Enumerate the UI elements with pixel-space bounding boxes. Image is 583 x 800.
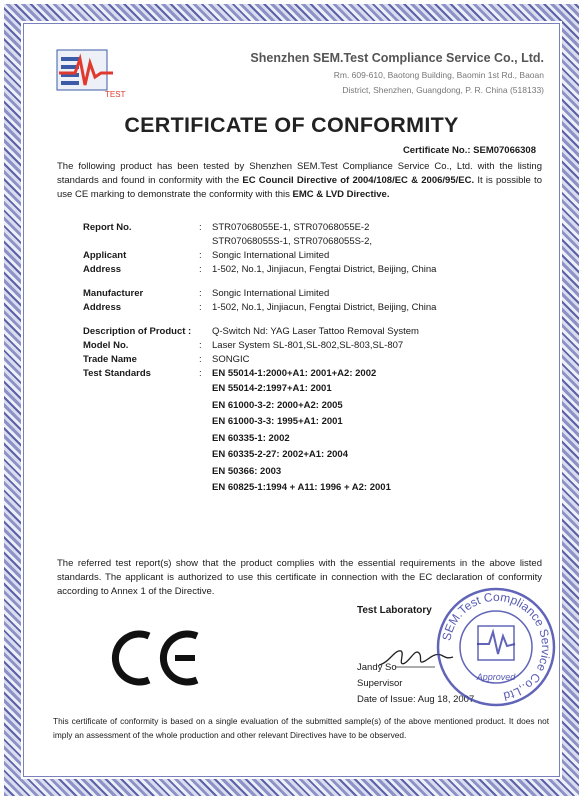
company-name: Shenzhen SEM.Test Compliance Service Co., Ltd. (250, 51, 544, 65)
colon: : (199, 340, 202, 351)
seal-ring-text: SEM.Test Compliance Service Co.,Ltd (439, 589, 554, 704)
description-row (83, 325, 553, 339)
applicant-address-label: Address (83, 264, 122, 275)
manufacturer-address-value: 1-502, No.1, Jinjiacun, Fengtai District, Beijing, China (212, 302, 437, 313)
colon: : (199, 288, 202, 299)
issue-date: Date of Issue: Aug 18, 2007 (357, 694, 475, 705)
intro-text-2: It is possible to use CE marking to demonstrate the conformity with this (57, 175, 542, 200)
colon: : (199, 222, 202, 233)
colon: : (199, 354, 202, 365)
manufacturer-value: Songic International Limited (212, 288, 330, 299)
applicant-address-value: 1-502, No.1, Jinjiacun, Fengtai District, Beijing, China (212, 264, 437, 275)
applicant-address-row (83, 263, 553, 277)
description-label: Description of Product : (83, 326, 192, 337)
certificate-title: CERTIFICATE OF CONFORMITY (124, 113, 459, 137)
report-no-row (83, 221, 553, 235)
intro-paragraph (57, 160, 542, 202)
report-no-value: STR07068055E-1, STR07068055E-2 (212, 222, 370, 233)
applicant-value: Songic International Limited (212, 250, 330, 261)
logo-text: TEST (105, 90, 126, 99)
certificate-content (21, 21, 562, 779)
colon: : (199, 250, 202, 261)
company-seal-stamp (433, 584, 559, 710)
certificate-number: Certificate No.: SEM07066308 (402, 145, 536, 156)
intro-directive: EC Council Directive of 2004/108/EC & 2006/95/EC. (242, 175, 475, 186)
company-logo (55, 47, 139, 101)
company-address-line1: Rm. 609-610, Baotong Building, Baomin 1st Rd., Baoan (333, 70, 544, 80)
standard-item: EN 50366: 2003 (212, 465, 282, 477)
standard-item: EN 61000-3-2: 2000+A2: 2005 (212, 399, 343, 411)
manufacturer-label: Manufacturer (83, 288, 144, 299)
signer-name: Jandy So (357, 662, 397, 673)
standard-item: EN 60335-2-27: 2002+A1: 2004 (212, 449, 348, 460)
colon: : (199, 302, 202, 313)
signer-position: Supervisor (357, 678, 403, 689)
disclaimer-paragraph: This certificate of conformity is based on a single evaluation of the submitted sample(s) of the above mentioned product. It does not imply an assessment of the whole production and other relevant Directives have to be observed. (53, 716, 549, 740)
manufacturer-row (83, 287, 553, 301)
company-block (250, 51, 544, 98)
intro-text-1: The following product has been tested by Shenzhen SEM.Test Compliance Service Co., Ltd. with the listing standards and found in conformity with the (57, 161, 542, 186)
model-value: Laser System SL-801,SL-802,SL-803,SL-807 (212, 340, 404, 351)
standard-item: EN 55014-2:1997+A1: 2001 (212, 383, 332, 394)
standard-item: EN 61000-3-3: 1995+A1: 2001 (212, 416, 343, 427)
trade-name-row (83, 353, 553, 367)
company-address-line2: District, Shenzhen, Guangdong, P. R. China (518133) (342, 85, 544, 95)
standards-label: Test Standards (83, 368, 151, 379)
product-fields (83, 221, 553, 497)
colon: : (199, 264, 202, 275)
ce-mark-icon (109, 626, 205, 690)
manufacturer-address-label: Address (83, 302, 122, 313)
standard-item: EN 60825-1:1994 + A11: 1996 + A2: 2001 (212, 482, 391, 493)
colon: : (199, 368, 202, 379)
model-label: Model No. (83, 340, 129, 351)
report-no-label: Report No. (83, 222, 132, 233)
standard-item: EN 60335-1: 2002 (212, 432, 290, 444)
applicant-row (83, 249, 553, 263)
lab-title: Test Laboratory (357, 605, 432, 616)
standard-item: EN 55014-1:2000+A1: 2001+A2: 2002 (212, 368, 377, 379)
model-row (83, 339, 553, 353)
standards-row (83, 367, 553, 381)
trade-name-value: SONGIC (212, 354, 250, 365)
report-no-row-2 (83, 235, 553, 249)
trade-name-label: Trade Name (83, 354, 137, 365)
intro-emc: EMC & LVD Directive. (292, 189, 390, 200)
conclusion-paragraph: The referred test report(s) show that the product complies with the essential requirements in the above listed standards. The applicant is authorized to use this certificate in connection with the EC declaration of conformity according to Annex 1 of the Directive. (57, 558, 542, 597)
description-value: Q-Switch Nd: YAG Laser Tattoo Removal System (212, 326, 419, 337)
manufacturer-address-row (83, 301, 553, 315)
applicant-label: Applicant (83, 250, 127, 261)
report-no-value-2: STR07068055S-1, STR07068055S-2, (212, 236, 373, 247)
header (21, 21, 562, 111)
seal-inner-text: Approved (476, 672, 516, 682)
